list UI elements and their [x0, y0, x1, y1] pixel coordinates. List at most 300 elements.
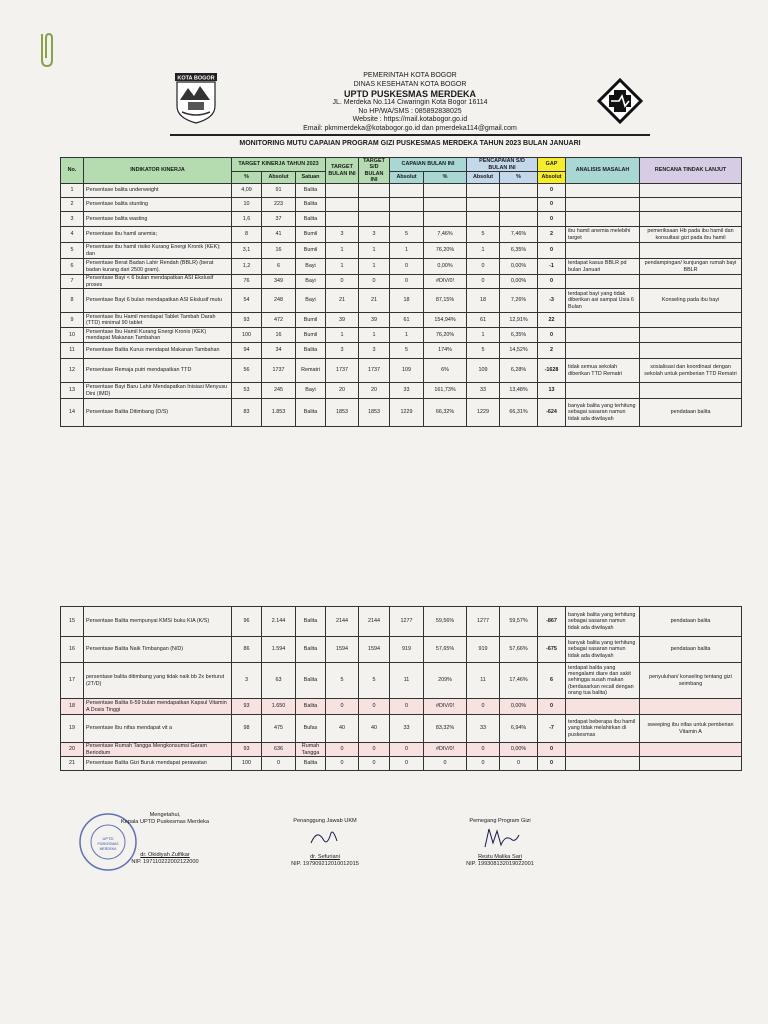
- cell-pct: 8: [232, 227, 262, 243]
- sig2-line1: Penanggung Jawab UKM: [293, 818, 357, 824]
- header-rencana: RENCANA TINDAK LANJUT: [640, 158, 742, 184]
- cell-no: 12: [61, 359, 84, 383]
- cell-cpct: 0: [424, 757, 467, 771]
- cell-tb: 1594: [326, 637, 359, 663]
- cell-pct: 100: [232, 757, 262, 771]
- cell-ind: Persentase Rumah Tangga Mengkonsumsi Garam Beriodium: [84, 743, 232, 757]
- cell-sat: Balita: [296, 212, 326, 227]
- signature-scribble-3: [477, 825, 523, 851]
- cell-no: 15: [61, 607, 84, 637]
- cell-tsd: 21: [359, 289, 390, 313]
- cell-no: 8: [61, 289, 84, 313]
- cell-ppct: 6,35%: [500, 243, 538, 259]
- table-row: [61, 663, 742, 699]
- cell-tsd: 39: [359, 313, 390, 328]
- cell-no: 9: [61, 313, 84, 328]
- cell-ppct: 6,94%: [500, 715, 538, 743]
- table-row: [61, 757, 742, 771]
- cell-an: terdapat kasus BBLR pd bulan Januari: [566, 259, 640, 275]
- cell-sat: Rematri: [296, 359, 326, 383]
- cell-an: [566, 343, 640, 359]
- cell-tsd: 1: [359, 328, 390, 343]
- signature-block-gizi: [440, 818, 560, 868]
- cell-sat: Bumil: [296, 243, 326, 259]
- indicator-table-page2: [60, 606, 742, 771]
- cell-cabs: 11: [390, 663, 424, 699]
- cell-no: 10: [61, 328, 84, 343]
- cell-pabs: 0: [467, 743, 500, 757]
- cell-an: banyak balita yang terhitung sebagai sasaran namun tidak ada diwilayah: [566, 399, 640, 427]
- cell-tb: [326, 198, 359, 212]
- cell-abs: 475: [262, 715, 296, 743]
- cell-an: tidak semua sekolah diberikan TTD Rematri: [566, 359, 640, 383]
- cell-pabs: [467, 198, 500, 212]
- cell-sat: Bayi: [296, 275, 326, 289]
- cell-cpct: 83,32%: [424, 715, 467, 743]
- header-target-sd: TARGET S/D BULAN INI: [359, 158, 390, 184]
- cell-tsd: 1: [359, 243, 390, 259]
- cell-no: 21: [61, 757, 84, 771]
- cell-abs: 16: [262, 243, 296, 259]
- cell-cpct: #DIV/0!: [424, 275, 467, 289]
- sig3-nip: NIP. 199308132019022001: [466, 861, 534, 867]
- cell-pct: 4,09: [232, 184, 262, 198]
- cell-tb: 21: [326, 289, 359, 313]
- cell-sat: Bayi: [296, 259, 326, 275]
- cell-an: terdapat beberapa ibu hamil yang tidak melahirkan di puskesmas: [566, 715, 640, 743]
- cell-ind: Persentase Berat Badan Lahir Rendah (BBLR) (berat badan kurang dari 2500 gram).: [84, 259, 232, 275]
- cell-pabs: 33: [467, 383, 500, 399]
- cell-abs: 0: [262, 757, 296, 771]
- table-row: [61, 212, 742, 227]
- cell-rtl: pendampingan/ kunjungan rumah bayi BBLR: [640, 259, 742, 275]
- cell-rtl: pendataan balita: [640, 607, 742, 637]
- cell-ppct: [500, 184, 538, 198]
- paperclip-icon: [36, 30, 58, 70]
- cell-no: 18: [61, 699, 84, 715]
- cell-tb: 20: [326, 383, 359, 399]
- cell-cpct: [424, 198, 467, 212]
- cell-rtl: sosialisasi dan koordinasi dengan sekolah untuk pemberian TTD Rematri: [640, 359, 742, 383]
- cell-no: 3: [61, 212, 84, 227]
- letterhead-line2: DINAS KESEHATAN KOTA BOGOR: [353, 80, 467, 88]
- table-row: [61, 383, 742, 399]
- cell-an: ibu hamil anemia melebihi target: [566, 227, 640, 243]
- cell-ind: Persentase Balita Gizi Buruk mendapat perawatan: [84, 757, 232, 771]
- cell-cabs: 5: [390, 227, 424, 243]
- cell-cabs: 919: [390, 637, 424, 663]
- cell-sat: Bumil: [296, 227, 326, 243]
- cell-tsd: 2144: [359, 607, 390, 637]
- cell-an: terdapat balita yang mengalami diare dan sakit sehingga susah makan (berdasarkan recall dengan orang tua balita): [566, 663, 640, 699]
- cell-sat: Balita: [296, 198, 326, 212]
- cell-cabs: 0: [390, 259, 424, 275]
- cell-pabs: [467, 184, 500, 198]
- cell-an: [566, 699, 640, 715]
- cell-cpct: 7,46%: [424, 227, 467, 243]
- cell-rtl: [640, 198, 742, 212]
- cell-ppct: 66,31%: [500, 399, 538, 427]
- cell-sat: Balita: [296, 607, 326, 637]
- letterhead-line7: Email: pkmmerdeka@kotabogor.go.id dan pmerdeka114@gmail.com: [303, 124, 517, 132]
- cell-cabs: 0: [390, 275, 424, 289]
- cell-tb: [326, 212, 359, 227]
- cell-cpct: 209%: [424, 663, 467, 699]
- cell-sat: Balita: [296, 343, 326, 359]
- cell-cabs: 18: [390, 289, 424, 313]
- cell-pct: 54: [232, 289, 262, 313]
- cell-tsd: 0: [359, 743, 390, 757]
- cell-gap: 22: [538, 313, 566, 328]
- cell-tb: 1: [326, 243, 359, 259]
- cell-gap: -867: [538, 607, 566, 637]
- letterhead-line4: JL. Merdeka No.114 Ciwaringin Kota Bogor 16114: [332, 99, 488, 107]
- cell-ind: persentase balita ditimbang yang tidak naik bb 2x berturut (2T/D): [84, 663, 232, 699]
- sig2-name: dr. Sefuriani: [310, 854, 340, 860]
- letterhead-line5: No HP/WA/SMS : 085892838025: [358, 107, 462, 115]
- cell-pct: 76: [232, 275, 262, 289]
- cell-ind: Persentase Balita Kurus mendapat Makanan Tambahan: [84, 343, 232, 359]
- cell-pabs: 5: [467, 343, 500, 359]
- cell-rtl: Konseling pada ibu bayi: [640, 289, 742, 313]
- cell-ppct: 57,66%: [500, 637, 538, 663]
- cell-an: [566, 198, 640, 212]
- cell-pct: 83: [232, 399, 262, 427]
- cell-rtl: [640, 328, 742, 343]
- cell-no: 20: [61, 743, 84, 757]
- cell-tb: 3: [326, 343, 359, 359]
- cell-abs: 63: [262, 663, 296, 699]
- cell-abs: 1737: [262, 359, 296, 383]
- cell-tb: 39: [326, 313, 359, 328]
- table-row: [61, 743, 742, 757]
- cell-tb: 0: [326, 699, 359, 715]
- cell-ppct: 12,91%: [500, 313, 538, 328]
- cell-cpct: 57,65%: [424, 637, 467, 663]
- cell-sat: Balita: [296, 757, 326, 771]
- cell-cpct: 154,94%: [424, 313, 467, 328]
- cell-cabs: 0: [390, 699, 424, 715]
- cell-pabs: [467, 212, 500, 227]
- table-row: [61, 243, 742, 259]
- table-row: [61, 343, 742, 359]
- cell-no: 1: [61, 184, 84, 198]
- cell-cabs: 1: [390, 328, 424, 343]
- page-title: MONITORING MUTU CAPAIAN PROGRAM GIZI PUSKESMAS MERDEKA TAHUN 2023 BULAN JANUARI: [239, 140, 581, 147]
- cell-cabs: 109: [390, 359, 424, 383]
- cell-tsd: [359, 198, 390, 212]
- cell-rtl: [640, 275, 742, 289]
- header-pencapaian-sd: PENCAPAIAN S/D BULAN INI: [467, 158, 538, 172]
- cell-sat: Bayi: [296, 383, 326, 399]
- cell-ind: Persentase Ibu Hamil Kurang Energi Kronis (KEK) mendapat Makanan Tambahan: [84, 328, 232, 343]
- cell-cabs: 1229: [390, 399, 424, 427]
- cell-ind: Persentase Balita mempunyai KMS/ buku KIA (K/S): [84, 607, 232, 637]
- cell-cabs: 0: [390, 743, 424, 757]
- cell-no: 7: [61, 275, 84, 289]
- cell-tsd: 1594: [359, 637, 390, 663]
- cell-tsd: 1737: [359, 359, 390, 383]
- sig1-nip: NIP. 197110222002122000: [131, 859, 199, 865]
- cell-tsd: 20: [359, 383, 390, 399]
- cell-ppct: 0: [500, 757, 538, 771]
- cell-abs: 41: [262, 227, 296, 243]
- cell-sat: Balita: [296, 184, 326, 198]
- cell-tsd: 5: [359, 663, 390, 699]
- cell-tsd: 0: [359, 275, 390, 289]
- cell-no: 11: [61, 343, 84, 359]
- cell-pct: 93: [232, 743, 262, 757]
- sig1-line1: Mengetahui,: [149, 812, 181, 818]
- kota-bogor-logo: [174, 72, 218, 124]
- table-row: [61, 699, 742, 715]
- header-target-pct: %: [232, 172, 262, 184]
- header-gap-absolut: Absolut: [538, 172, 566, 184]
- svg-text:PUSKESMAS: PUSKESMAS: [97, 842, 119, 846]
- header-capaian-absolut: Absolut: [390, 172, 424, 184]
- cell-pct: 93: [232, 313, 262, 328]
- cell-ppct: 14,52%: [500, 343, 538, 359]
- cell-cpct: 76,20%: [424, 243, 467, 259]
- cell-abs: 1.650: [262, 699, 296, 715]
- cell-pct: 94: [232, 343, 262, 359]
- table-row: [61, 313, 742, 328]
- cell-ind: Persentase balita wasting: [84, 212, 232, 227]
- cell-ppct: [500, 212, 538, 227]
- sig2-nip: NIP. 197909212010012015: [291, 861, 359, 867]
- cell-gap: 6: [538, 663, 566, 699]
- cell-ppct: 6,28%: [500, 359, 538, 383]
- cell-gap: 0: [538, 699, 566, 715]
- table-row: [61, 259, 742, 275]
- cell-cabs: 33: [390, 383, 424, 399]
- header-indikator: INDIKATOR KINERJA: [84, 158, 232, 184]
- cell-ind: Persentase Ibu nifas mendapat vit a: [84, 715, 232, 743]
- cell-sat: Bayi: [296, 289, 326, 313]
- header-target-absolut: Absolut: [262, 172, 296, 184]
- signature-block-head: [110, 812, 220, 866]
- cell-pabs: 0: [467, 699, 500, 715]
- cell-cpct: #DIV/0!: [424, 699, 467, 715]
- cell-an: [566, 313, 640, 328]
- cell-tb: 1853: [326, 399, 359, 427]
- cell-pabs: 1277: [467, 607, 500, 637]
- cell-pabs: 11: [467, 663, 500, 699]
- cell-sat: Rumah Tangga: [296, 743, 326, 757]
- cell-abs: 37: [262, 212, 296, 227]
- cell-an: [566, 184, 640, 198]
- cell-no: 5: [61, 243, 84, 259]
- cell-tsd: 1: [359, 259, 390, 275]
- cell-no: 2: [61, 198, 84, 212]
- header-target-satuan: Satuan: [296, 172, 326, 184]
- header-no: No.: [61, 158, 84, 184]
- cell-tb: [326, 184, 359, 198]
- indicator-table-page1: [60, 157, 742, 427]
- cell-cpct: 59,56%: [424, 607, 467, 637]
- letterhead-divider: [170, 134, 650, 136]
- cell-pabs: 0: [467, 275, 500, 289]
- letterhead-line1: PEMERINTAH KOTA BOGOR: [363, 72, 457, 79]
- cell-gap: 2: [538, 343, 566, 359]
- cell-pct: 96: [232, 607, 262, 637]
- cell-an: terdapat bayi yang tidak diberikan asi sampai Usia 6 Bulan: [566, 289, 640, 313]
- cell-rtl: pendataan balita: [640, 399, 742, 427]
- cell-pct: 56: [232, 359, 262, 383]
- cell-rtl: [640, 343, 742, 359]
- header-capaian-bulan: CAPAIAN BULAN INI: [390, 158, 467, 172]
- cell-pabs: 0: [467, 259, 500, 275]
- cell-pabs: 0: [467, 757, 500, 771]
- cell-gap: -7: [538, 715, 566, 743]
- cell-ind: Persentase ibu hamil risiko Kurang Energi Kronik (KEK); dan: [84, 243, 232, 259]
- cell-cpct: 76,20%: [424, 328, 467, 343]
- cell-ind: Persentase Bayi Baru Lahir Mendapatkan Inisiasi Menyusu Dini (IMD): [84, 383, 232, 399]
- cell-abs: 472: [262, 313, 296, 328]
- table-row: [61, 399, 742, 427]
- cell-pct: 93: [232, 699, 262, 715]
- cell-ind: Persentase Balita 6-59 bulan mendapatkan Kapsul Vitamin A Dosis Tinggi: [84, 699, 232, 715]
- cell-gap: 13: [538, 383, 566, 399]
- cell-pct: 3: [232, 663, 262, 699]
- cell-gap: 0: [538, 212, 566, 227]
- cell-rtl: [640, 743, 742, 757]
- cell-cpct: 87,15%: [424, 289, 467, 313]
- cell-rtl: pemeriksaan Hb pada ibu hamil dan konsultasi gizi pada ibu hamil: [640, 227, 742, 243]
- cell-abs: 223: [262, 198, 296, 212]
- cell-an: [566, 743, 640, 757]
- signature-scribble-2: [305, 825, 345, 851]
- cell-ind: Persentase balita underweight: [84, 184, 232, 198]
- cell-gap: -1: [538, 259, 566, 275]
- cell-ppct: 17,46%: [500, 663, 538, 699]
- cell-tb: 2144: [326, 607, 359, 637]
- cell-an: [566, 757, 640, 771]
- cell-ppct: 0,00%: [500, 275, 538, 289]
- cell-tb: 1737: [326, 359, 359, 383]
- cell-tsd: 40: [359, 715, 390, 743]
- cell-gap: 0: [538, 243, 566, 259]
- cell-ind: Persentase ibu hamil anemia;: [84, 227, 232, 243]
- cell-ind: Persentase Ibu Hamil mendapat Tablet Tambah Darah (TTD) minimal 90 tablet: [84, 313, 232, 328]
- cell-no: 6: [61, 259, 84, 275]
- cell-tb: 3: [326, 227, 359, 243]
- cell-tsd: 0: [359, 699, 390, 715]
- cell-ppct: 0,00%: [500, 259, 538, 275]
- cell-rtl: pendataan balita: [640, 637, 742, 663]
- cell-an: [566, 383, 640, 399]
- cell-tb: 1: [326, 259, 359, 275]
- table-row: [61, 328, 742, 343]
- cell-tsd: 3: [359, 343, 390, 359]
- table-row: [61, 227, 742, 243]
- cell-cpct: 6%: [424, 359, 467, 383]
- cell-rtl: [640, 757, 742, 771]
- svg-text:UPTD: UPTD: [102, 836, 114, 841]
- cell-tb: 1: [326, 328, 359, 343]
- table-row: [61, 289, 742, 313]
- cell-cabs: [390, 198, 424, 212]
- table-row: [61, 715, 742, 743]
- cell-ppct: 7,26%: [500, 289, 538, 313]
- cell-ind: Persentase balita stunting: [84, 198, 232, 212]
- cell-pabs: 919: [467, 637, 500, 663]
- cell-gap: -675: [538, 637, 566, 663]
- cell-rtl: sweeping ibu nifas untuk pemberian Vitamin A: [640, 715, 742, 743]
- cell-sat: Balita: [296, 399, 326, 427]
- header-pencapaian-absolut: Absolut: [467, 172, 500, 184]
- cell-pabs: 109: [467, 359, 500, 383]
- cell-cabs: 5: [390, 343, 424, 359]
- cell-pabs: 5: [467, 227, 500, 243]
- cell-sat: Balita: [296, 663, 326, 699]
- cell-cpct: 66,32%: [424, 399, 467, 427]
- cell-sat: Bufas: [296, 715, 326, 743]
- cell-no: 19: [61, 715, 84, 743]
- header-target-tahun: TARGET KINERJA TAHUN 2023: [232, 158, 326, 172]
- cell-tsd: [359, 212, 390, 227]
- cell-ppct: 13,48%: [500, 383, 538, 399]
- cell-rtl: [640, 699, 742, 715]
- cell-an: banyak balita yang terhitung sebagai sasaran namun tidak ada diwilayah: [566, 637, 640, 663]
- cell-cpct: 161,73%: [424, 383, 467, 399]
- cell-abs: 1.594: [262, 637, 296, 663]
- logo-text: KOTA BOGOR: [177, 75, 215, 82]
- cell-gap: 0: [538, 275, 566, 289]
- letterhead: [240, 72, 580, 134]
- cell-abs: 248: [262, 289, 296, 313]
- cell-ind: Persentase Remaja putri mendapatkan TTD: [84, 359, 232, 383]
- cell-pct: 53: [232, 383, 262, 399]
- cell-tsd: [359, 184, 390, 198]
- cell-cpct: #DIV/0!: [424, 743, 467, 757]
- cell-sat: Balita: [296, 699, 326, 715]
- cell-abs: 2.144: [262, 607, 296, 637]
- cell-abs: 6: [262, 259, 296, 275]
- cell-ppct: [500, 198, 538, 212]
- cell-abs: 16: [262, 328, 296, 343]
- cell-an: banyak balita yang terhitung sebagai sasaran namun tidak ada diwilayah: [566, 607, 640, 637]
- cell-pct: 98: [232, 715, 262, 743]
- cell-no: 16: [61, 637, 84, 663]
- cell-cpct: [424, 184, 467, 198]
- cell-cabs: 0: [390, 757, 424, 771]
- cell-sat: Bumil: [296, 313, 326, 328]
- cell-cabs: [390, 212, 424, 227]
- letterhead-line6: Website : https://mail.kotabogor.go.id: [352, 116, 468, 124]
- letterhead-line3: UPTD PUSKESMAS MERDEKA: [343, 89, 476, 100]
- cell-pct: 1,6: [232, 212, 262, 227]
- cell-sat: Bumil: [296, 328, 326, 343]
- cell-ind: Persentase Balita Ditimbang (D/S): [84, 399, 232, 427]
- signature-block-ukm: [270, 818, 380, 868]
- cell-ppct: 0,00%: [500, 699, 538, 715]
- cell-ppct: 6,35%: [500, 328, 538, 343]
- svg-text:MERDEKA: MERDEKA: [99, 847, 117, 851]
- sig1-line2: Kepala UPTD Puskesmas Merdeka: [121, 819, 209, 825]
- cell-tb: 40: [326, 715, 359, 743]
- cell-tsd: 0: [359, 757, 390, 771]
- cell-cabs: 61: [390, 313, 424, 328]
- cell-an: [566, 328, 640, 343]
- cell-rtl: [640, 184, 742, 198]
- cell-no: 17: [61, 663, 84, 699]
- cell-gap: 0: [538, 757, 566, 771]
- cell-gap: 0: [538, 184, 566, 198]
- cell-tb: 5: [326, 663, 359, 699]
- cell-abs: 245: [262, 383, 296, 399]
- sig1-name: dr. Okidiyah Zulfikar: [140, 852, 190, 858]
